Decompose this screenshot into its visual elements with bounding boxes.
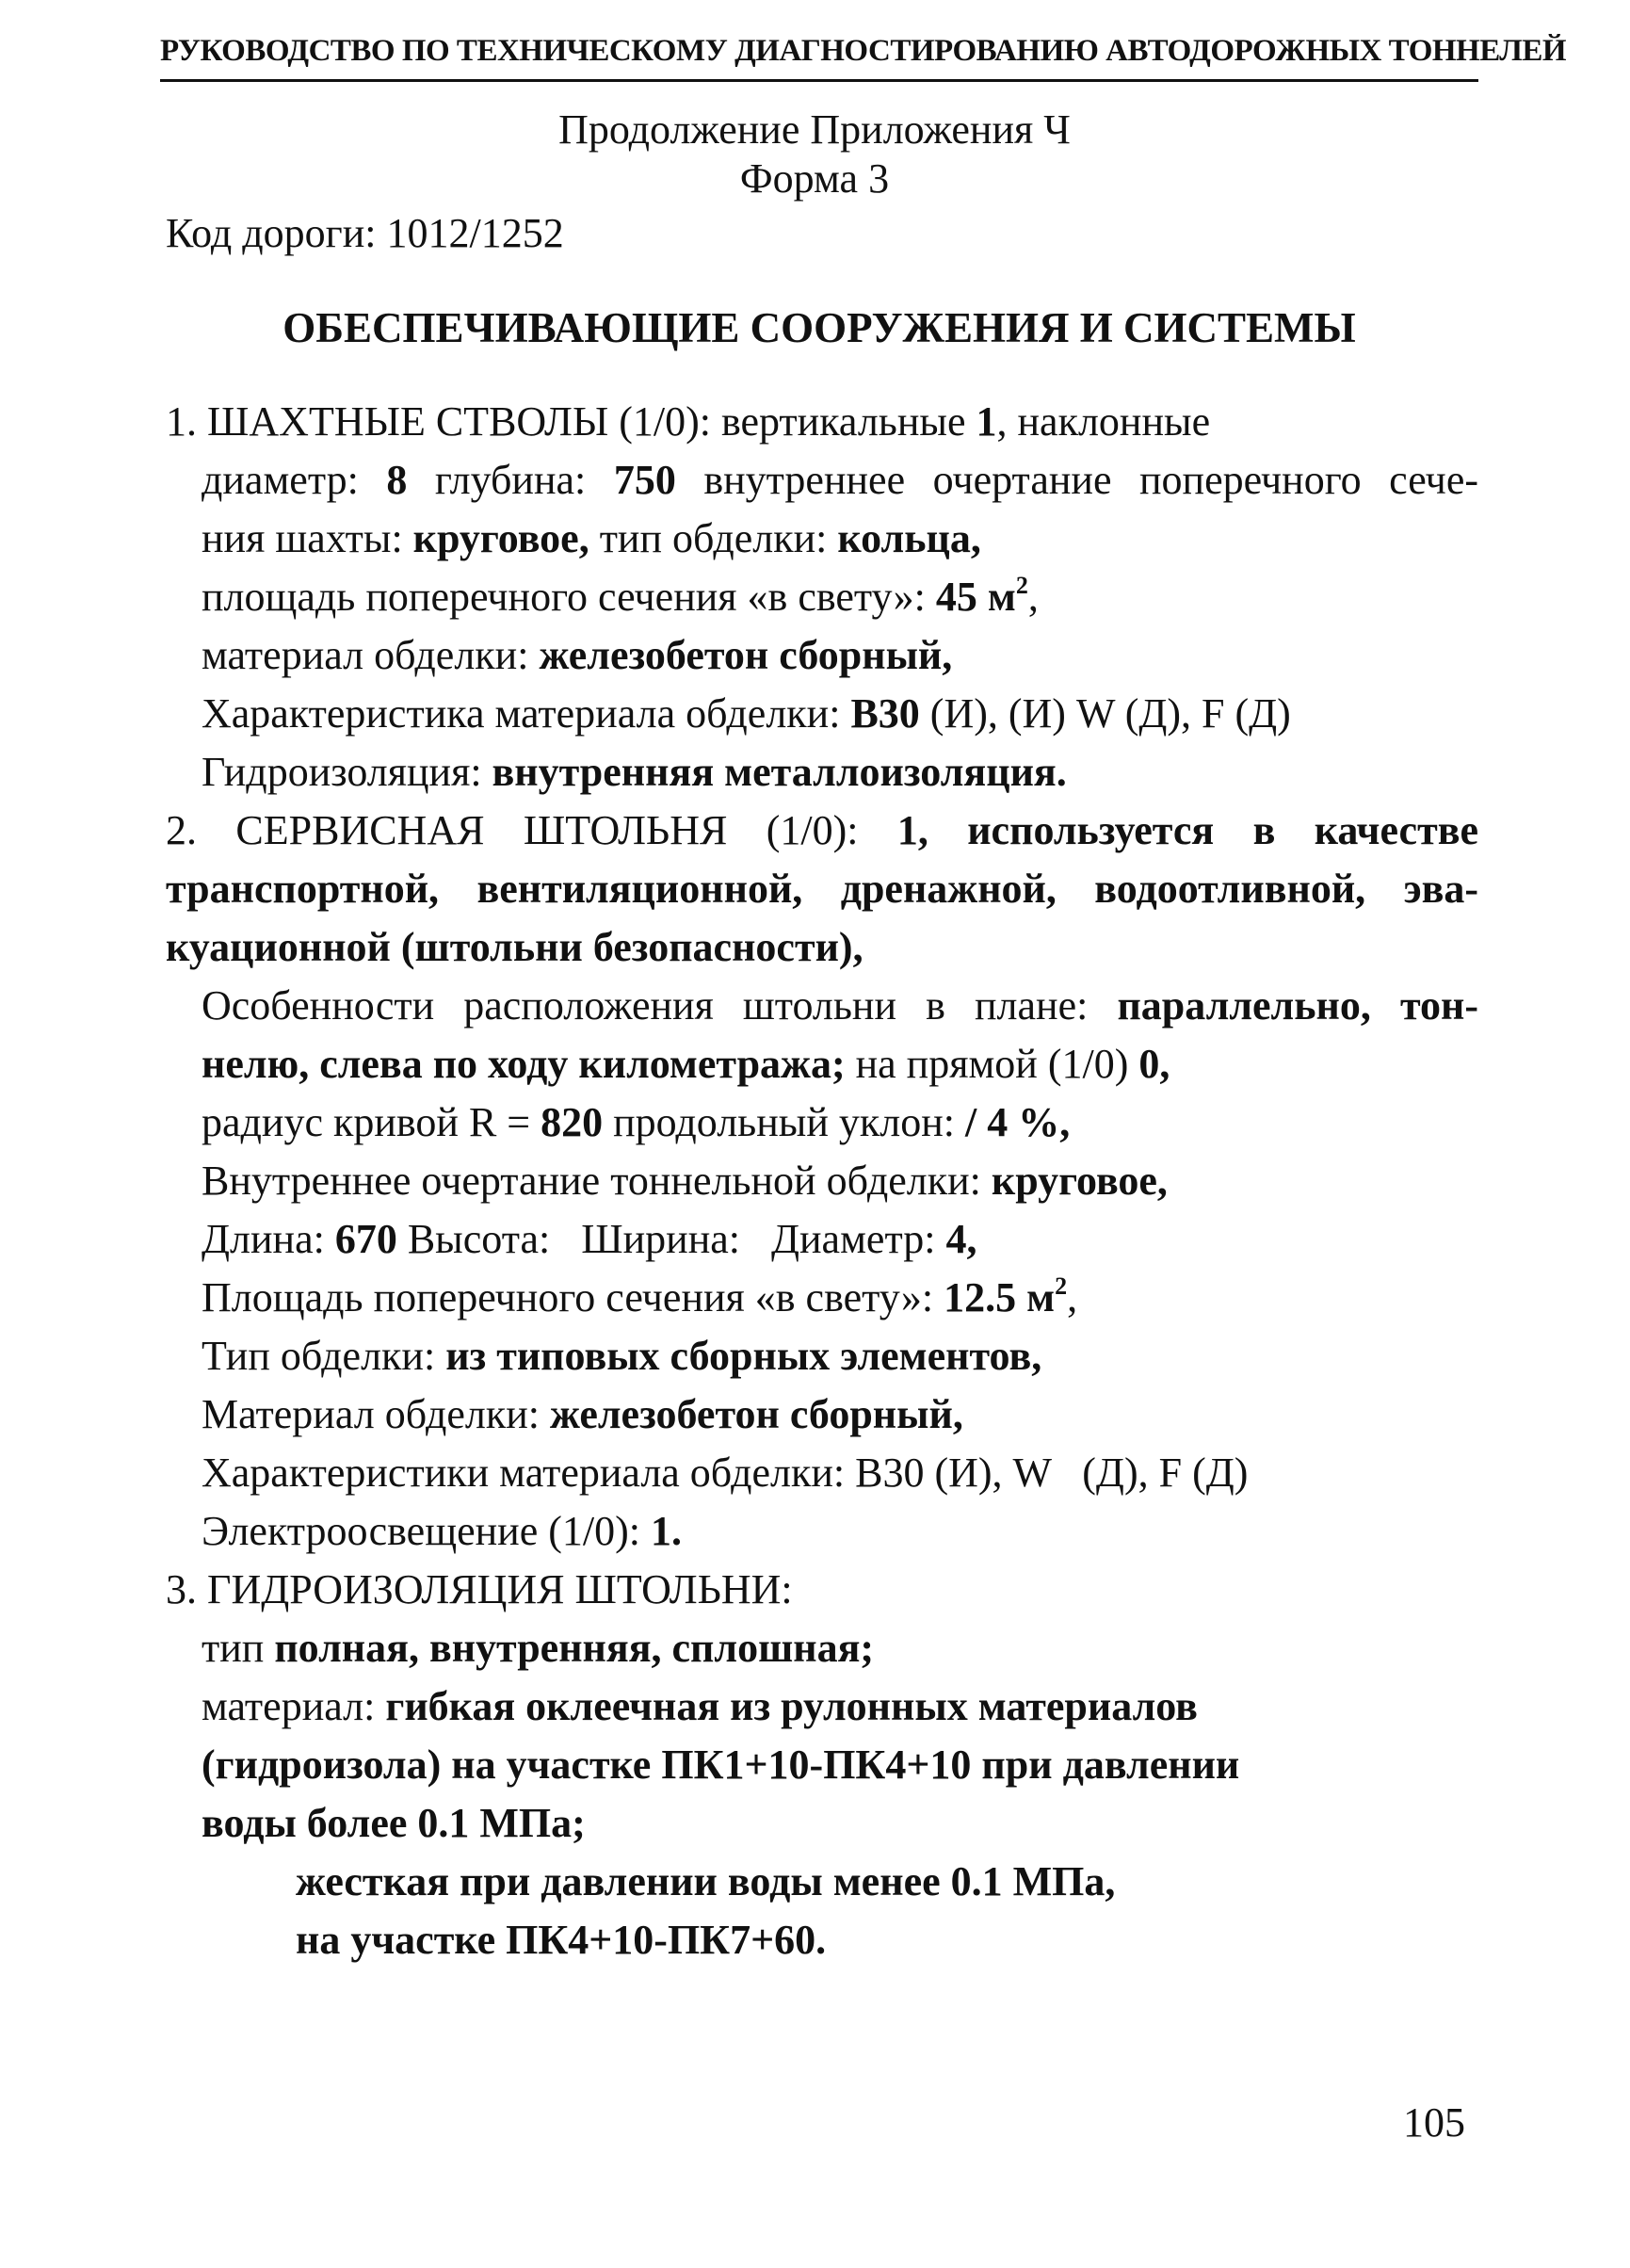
- value: параллельно, тон-: [1117, 982, 1478, 1029]
- value: 0,: [1138, 1041, 1170, 1087]
- value: гибкая оклеечная из рулонных материалов: [385, 1683, 1198, 1729]
- text: материал обделки:: [202, 632, 540, 678]
- s2-line-5: [202, 1040, 1170, 1088]
- s2-line-9: [202, 1273, 1077, 1321]
- value: 1, используется в качестве: [896, 807, 1478, 853]
- s2-line-11: [202, 1390, 963, 1438]
- value: внутренняя металлоизоляция.: [492, 749, 1067, 795]
- s3-line-7: [296, 1916, 826, 1964]
- s2-line-8: [202, 1215, 976, 1263]
- page-number: 105: [1403, 2099, 1465, 2146]
- text: внутреннее очертание поперечного сече-: [675, 457, 1478, 503]
- value: железобетон сборный,: [550, 1391, 963, 1437]
- s2-line-4: [202, 981, 1478, 1029]
- s3-line-4: [202, 1741, 1239, 1789]
- header-rule: [160, 79, 1478, 82]
- value: 1.: [650, 1508, 682, 1554]
- text: 1. ШАХТНЫЕ СТВОЛЫ (1/0): вертикальные: [166, 398, 976, 445]
- text: тип: [202, 1625, 275, 1671]
- text: диаметр:: [202, 457, 387, 503]
- superscript: 2: [1015, 572, 1028, 599]
- text: Особенности расположения штольни в плане:: [202, 982, 1118, 1029]
- s2-line-7: [202, 1157, 1168, 1205]
- value: В30: [850, 690, 920, 737]
- text: глубина:: [407, 457, 614, 503]
- s2-line-1: [166, 806, 1478, 854]
- text: Гидроизоляция:: [202, 749, 492, 795]
- appendix-continuation: Продолжение Приложения Ч: [558, 106, 1071, 153]
- superscript: 2: [1055, 1272, 1068, 1300]
- value: железобетон сборный,: [539, 632, 953, 678]
- text: площадь поперечного сечения «в свету»:: [202, 574, 936, 620]
- value: 820: [541, 1099, 604, 1145]
- value: нелю, слева по ходу километража;: [202, 1041, 846, 1087]
- s2-line-10: [202, 1332, 1041, 1380]
- value: круговое,: [412, 515, 589, 561]
- value: 12.5 м: [944, 1274, 1056, 1320]
- s2-line-12: Характеристики материала обделки: В30 (И), W (Д), F (Д): [202, 1450, 1249, 1496]
- form-number: Форма 3: [739, 155, 890, 202]
- value: (гидроизола) на участке ПК1+10-ПК4+10 при давлении: [202, 1742, 1240, 1788]
- text: , наклонные: [996, 398, 1211, 445]
- value: 4,: [945, 1216, 977, 1262]
- s2-line-2: [166, 865, 1478, 913]
- value: полная, внутренняя, сплошная;: [274, 1625, 875, 1671]
- value: кольца,: [837, 515, 981, 561]
- s2-line-3: [166, 923, 863, 971]
- value: 670: [334, 1216, 397, 1262]
- text: тип обделки:: [589, 515, 838, 561]
- value: воды более 0.1 МПа;: [202, 1800, 586, 1846]
- text: продольный уклон:: [603, 1099, 965, 1145]
- section-title: ОБЕСПЕЧИВАЮЩИЕ СООРУЖЕНИЯ И СИСТЕМЫ: [282, 304, 1356, 351]
- s1-line-3: [202, 514, 981, 562]
- value: куационной (штольни безопасности),: [166, 924, 863, 970]
- text: ,: [1027, 574, 1039, 620]
- running-header: РУКОВОДСТВО ПО ТЕХНИЧЕСКОМУ ДИАГНОСТИРОВАНИЮ АВТОДОРОЖНЫХ ТОННЕЛЕЙ: [160, 34, 1567, 68]
- text: ния шахты:: [202, 515, 413, 561]
- s1-line-1: [166, 397, 1210, 446]
- text: радиус кривой R =: [202, 1099, 541, 1145]
- s3-line-6: [296, 1857, 1115, 1905]
- s3-line-1: 3. ГИДРОИЗОЛЯЦИЯ ШТОЛЬНИ:: [166, 1566, 793, 1612]
- s3-line-3: [202, 1682, 1198, 1730]
- value: круговое,: [991, 1158, 1168, 1204]
- text: Длина:: [202, 1216, 335, 1262]
- s3-line-2: [202, 1624, 874, 1672]
- text: (И), (И) W (Д), F (Д): [919, 690, 1291, 737]
- s1-line-6: [202, 689, 1291, 737]
- value: на участке ПК4+10-ПК7+60.: [296, 1917, 827, 1963]
- text: Высота: Ширина: Диаметр:: [396, 1216, 946, 1262]
- s2-line-6: [202, 1098, 1070, 1146]
- text: Тип обделки:: [202, 1333, 446, 1379]
- text: Характеристика материала обделки:: [202, 690, 851, 737]
- value: 45 м: [935, 574, 1016, 620]
- s1-line-4: [202, 573, 1039, 621]
- s1-line-7: [202, 748, 1067, 796]
- value: 750: [613, 457, 676, 503]
- value: жесткая при давлении воды менее 0.1 МПа,: [296, 1858, 1116, 1904]
- s1-line-2: [202, 456, 1478, 504]
- value: 8: [386, 457, 408, 503]
- text: 2. СЕРВИСНАЯ ШТОЛЬНЯ (1/0):: [166, 807, 897, 853]
- text: ,: [1067, 1274, 1078, 1320]
- text: материал:: [202, 1683, 386, 1729]
- text: Материал обделки:: [202, 1391, 551, 1437]
- value: транспортной, вентиляционной, дренажной, водоотливной, эва-: [166, 866, 1478, 912]
- text: Электроосвещение (1/0):: [202, 1508, 651, 1554]
- s2-line-13: [202, 1507, 682, 1555]
- road-code: Код дороги: 1012/1252: [166, 210, 564, 256]
- text: Внутреннее очертание тоннельной обделки:: [202, 1158, 992, 1204]
- value: 1: [976, 398, 997, 445]
- s1-line-5: [202, 631, 952, 679]
- text: Площадь поперечного сечения «в свету»:: [202, 1274, 944, 1320]
- text: на прямой (1/0): [845, 1041, 1139, 1087]
- value: / 4 %,: [964, 1099, 1071, 1145]
- value: из типовых сборных элементов,: [445, 1333, 1042, 1379]
- s3-line-5: [202, 1799, 586, 1847]
